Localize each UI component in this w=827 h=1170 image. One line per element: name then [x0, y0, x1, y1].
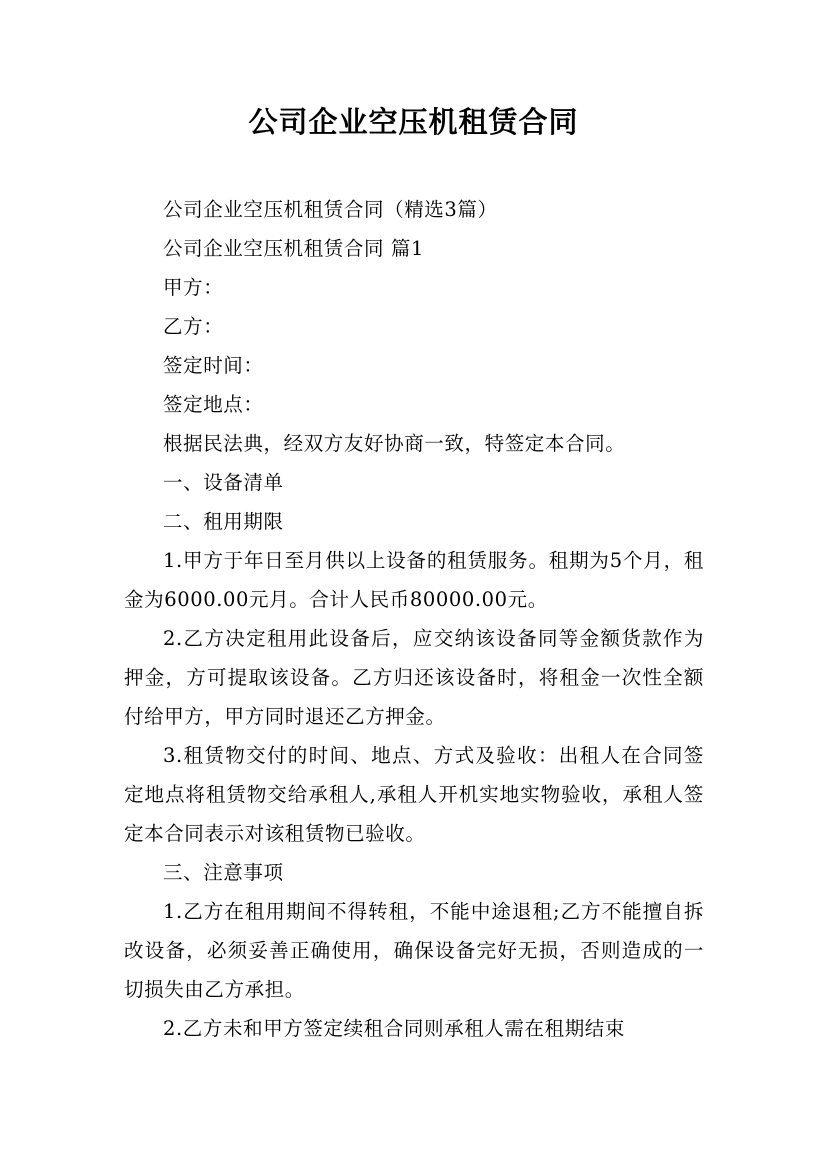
paragraph-term-3: 3.租赁物交付的时间、地点、方式及验收：出租人在合同签定地点将租赁物交给承租人,承租人开机实地实物验收，承租人签定本合同表示对该租赁物已验收。: [124, 744, 704, 845]
document-title: 公司企业空压机租赁合同: [248, 105, 579, 139]
paragraph-sign-time: 签定时间：: [163, 354, 264, 377]
paragraph-rental-term: 二、租用期限: [163, 510, 284, 533]
paragraph-section-heading: 公司企业空压机租赁合同 篇1: [163, 237, 425, 260]
paragraph-party-b: 乙方：: [163, 315, 224, 338]
paragraph-preamble: 根据民法典，经双方友好协商一致，特签定本合同。: [163, 432, 626, 455]
document-body: [124, 190, 704, 1048]
paragraph-equipment-list: 一、设备清单: [163, 471, 284, 494]
paragraph-subtitle: 公司企业空压机租赁合同（精选3篇）: [163, 198, 498, 221]
paragraph-notes-heading: 三、注意事项: [163, 861, 284, 884]
paragraph-note-1: 1.乙方在租用期间不得转租，不能中途退租;乙方不能擅自拆改设备，必须妥善正确使用，确保设备完好无损，否则造成的一切损失由乙方承担。: [124, 900, 704, 1001]
paragraph-note-2: 2.乙方未和甲方签定续租合同则承租人需在租期结束: [163, 1017, 626, 1040]
paragraph-sign-place: 签定地点：: [163, 393, 264, 416]
paragraph-party-a: 甲方：: [163, 276, 224, 299]
paragraph-term-1: 1.甲方于年日至月供以上设备的租赁服务。租期为5个月，租金为6000.00元月。合计人民币80000.00元。: [124, 549, 704, 611]
paragraph-term-2: 2.乙方决定租用此设备后，应交纳该设备同等金额货款作为押金，方可提取该设备。乙方归还该设备时，将租金一次性全额付给甲方，甲方同时退还乙方押金。: [124, 627, 704, 728]
